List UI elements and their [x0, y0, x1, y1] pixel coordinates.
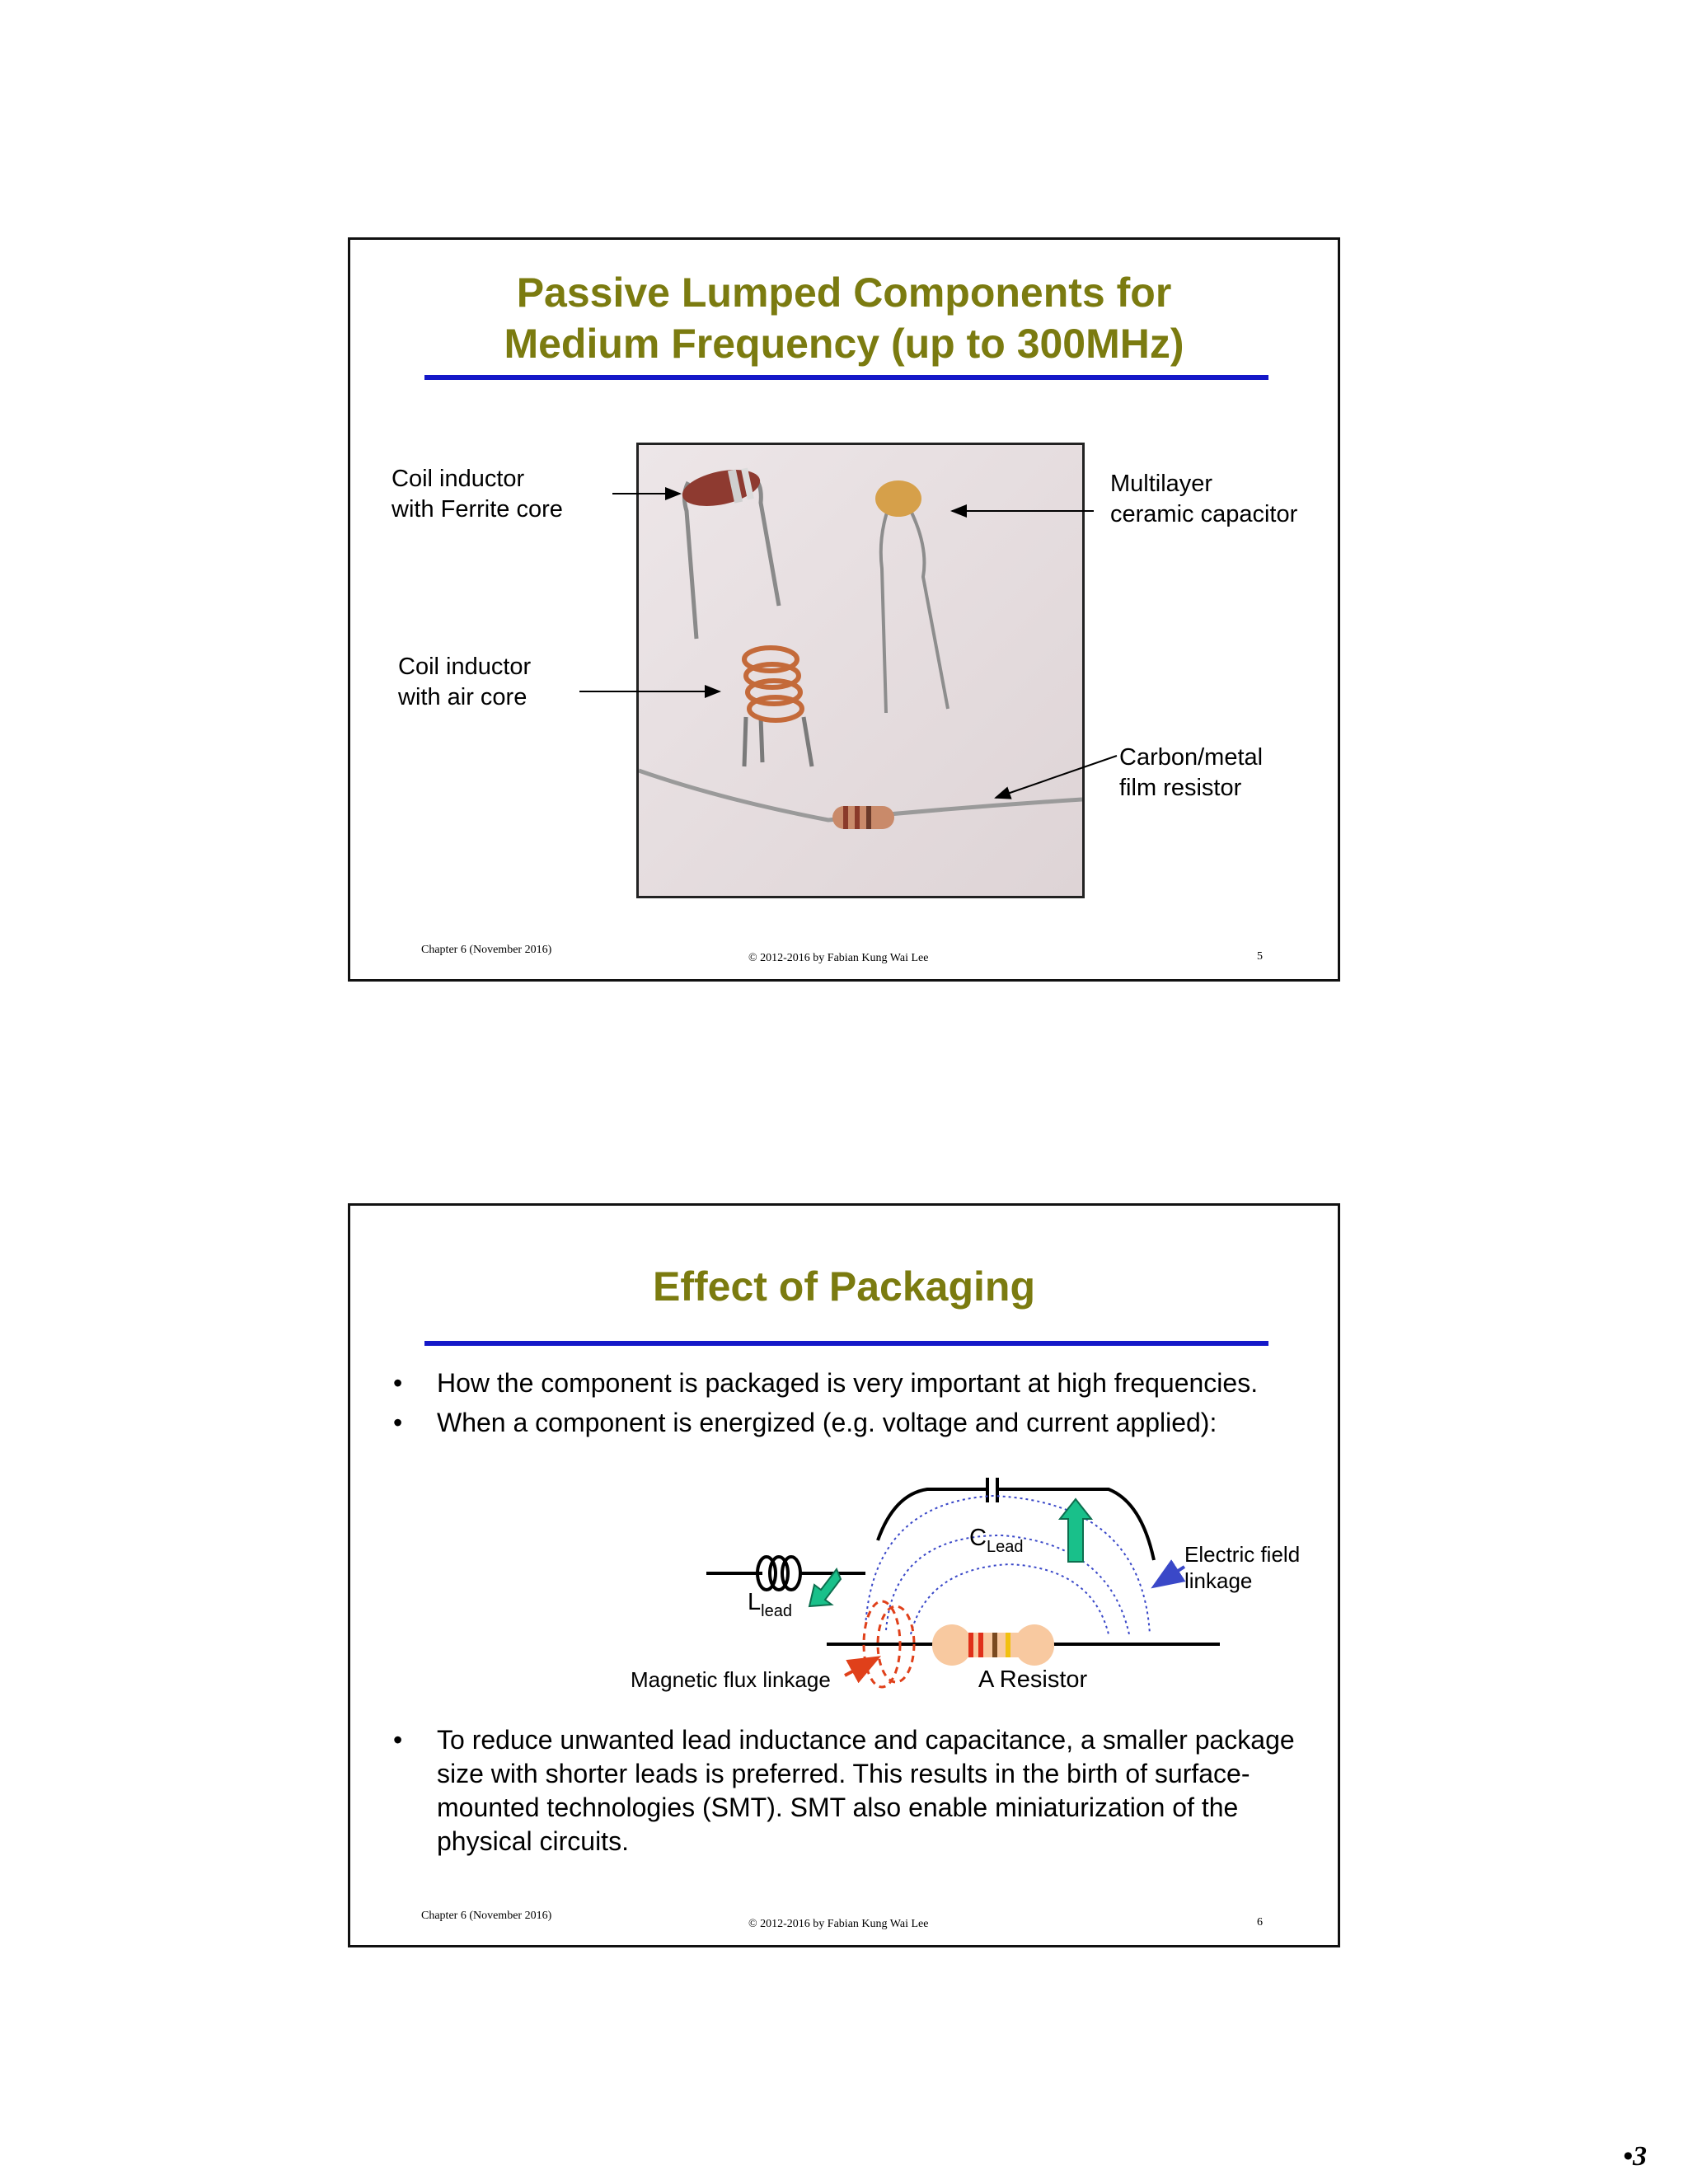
resistor-body [827, 1624, 1220, 1666]
slide-title-line-2: Medium Frequency (up to 300MHz) [504, 321, 1184, 367]
label-magnetic-flux: Magnetic flux linkage [631, 1667, 831, 1692]
label-c-lead [969, 1525, 1023, 1556]
footer-chapter: Chapter 6 (November 2016) [421, 944, 552, 956]
bullet-marker: • [393, 1725, 403, 1755]
electric-field-pointer [1156, 1567, 1184, 1585]
footer-chapter: Chapter 6 (November 2016) [421, 1910, 552, 1922]
magnetic-flux-pointer [845, 1659, 875, 1675]
label-film-resistor: Carbon/metal film resistor [1119, 744, 1264, 801]
green-arrow-capacitance [1060, 1499, 1091, 1562]
label-ferrite-coil-inductor: Coil inductor with Ferrite core [392, 466, 563, 523]
label-electric-field [1184, 1542, 1306, 1593]
title-underline [424, 375, 1268, 380]
label-electric-field-line-1: Electric field [1184, 1542, 1301, 1567]
page-number: •3 [1623, 2141, 1647, 2172]
slide-passive-lumped-components [348, 237, 1340, 982]
slide-effect-of-packaging [348, 1203, 1340, 1947]
title-underline [424, 1341, 1268, 1346]
bullet-packaging-importance: How the component is packaged is very important at high frequencies. [437, 1368, 1259, 1398]
footer-copyright: © 2012-2016 by Fabian Kung Wai Lee [748, 1918, 929, 1930]
label-c-sub: Lead [986, 1538, 1024, 1556]
label-l-main: L [748, 1589, 762, 1615]
bullet-marker: • [393, 1408, 403, 1437]
footer-copyright: © 2012-2016 by Fabian Kung Wai Lee [748, 952, 929, 964]
footer-slide-number: 5 [1257, 950, 1263, 963]
label-electric-field-line-2: linkage [1184, 1568, 1253, 1593]
bullet-component-energized: When a component is energized (e.g. voltage and current applied): [437, 1408, 1217, 1437]
label-l-sub: lead [761, 1602, 792, 1620]
bullet-reduce-lead-parasitics: To reduce unwanted lead inductance and capacitance, a smaller package size with shorter leads is preferred. This results in the birth of surface-mounted technologies (SMT). SMT also enable miniaturization of the physical circuits. [437, 1725, 1295, 1856]
components-photo [636, 443, 1085, 898]
label-l-lead [748, 1589, 792, 1620]
electric-field-lines [865, 1496, 1150, 1634]
footer-slide-number: 6 [1257, 1916, 1263, 1929]
bullet-marker: • [393, 1368, 403, 1398]
lead-inductance-coil [706, 1557, 865, 1590]
slide-title: Effect of Packaging [653, 1263, 1035, 1310]
packaging-parasitics-diagram [350, 1453, 1338, 1708]
label-ceramic-capacitor: Multilayer ceramic capacitor [1110, 471, 1298, 527]
slide-title-line-1: Passive Lumped Components for [516, 269, 1172, 316]
components-photo-drawing [639, 445, 1082, 896]
label-a-resistor: A Resistor [978, 1666, 1088, 1693]
label-air-coil-inductor: Coil inductor with air core [398, 654, 532, 710]
label-c-main: C [969, 1525, 987, 1551]
